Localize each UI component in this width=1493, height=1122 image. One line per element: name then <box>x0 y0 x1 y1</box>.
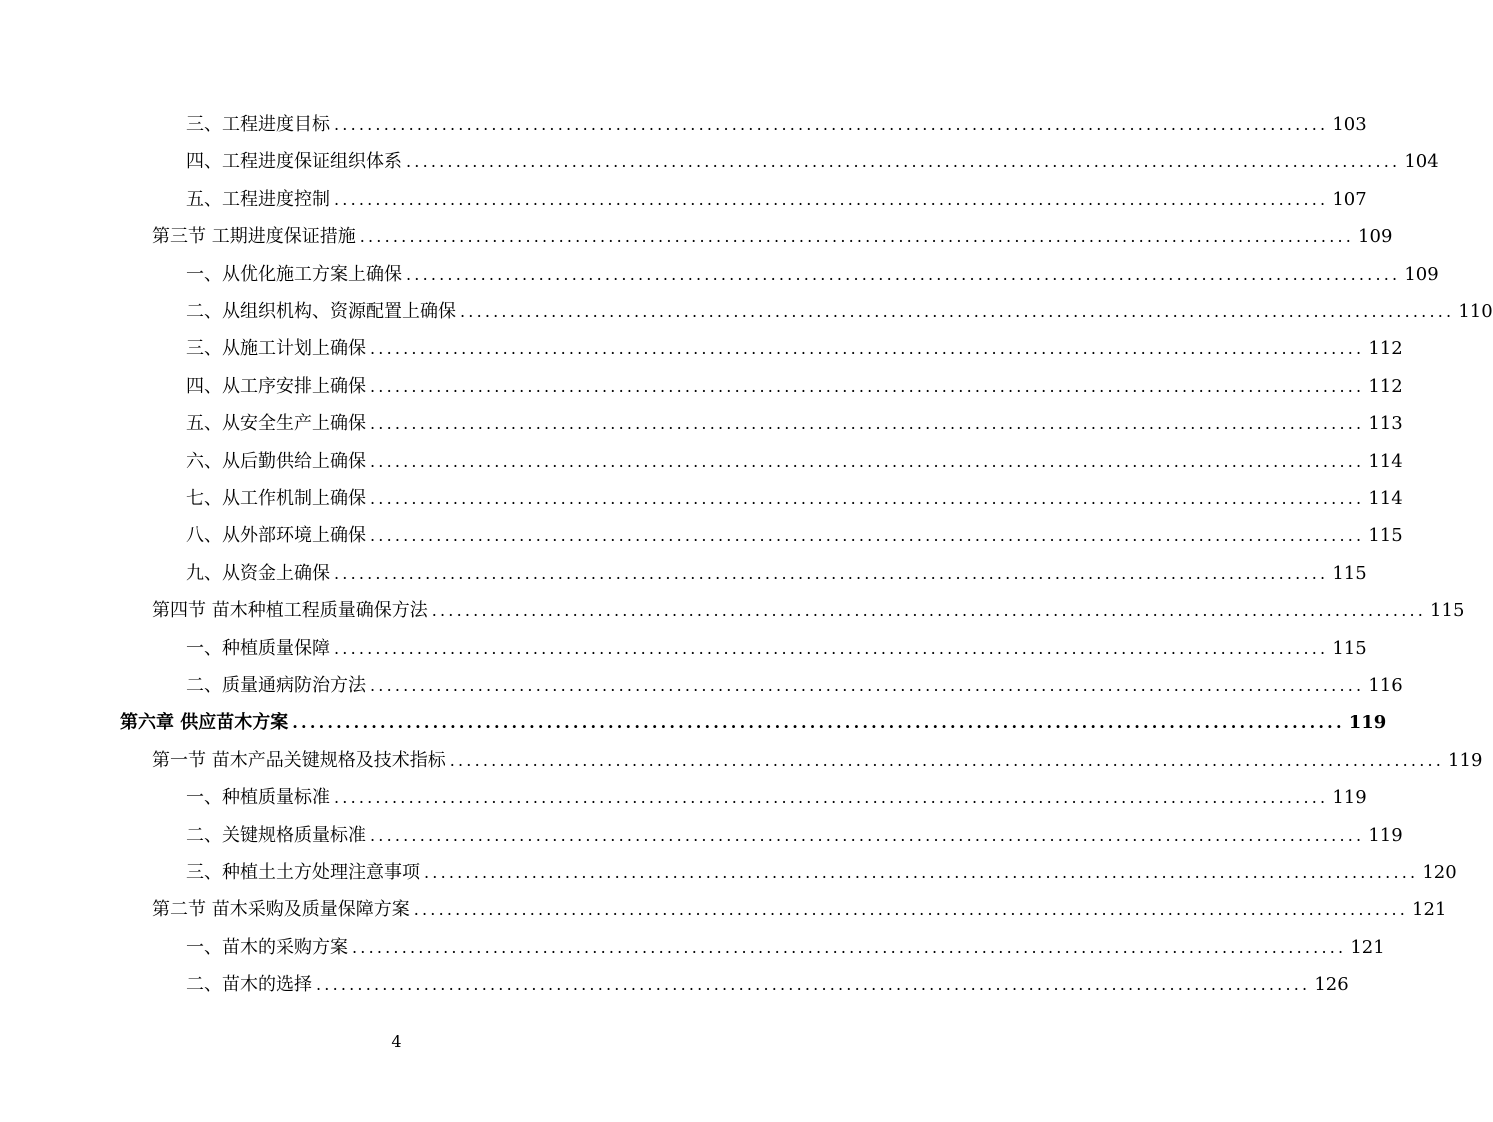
toc-leader-dots: ........................................................................................................................ <box>460 302 1455 321</box>
toc-entry-page: 119 <box>1448 749 1483 771</box>
toc-entry-title: 一、苗木的采购方案 <box>186 936 348 958</box>
toc-entry-page: 115 <box>1332 637 1367 659</box>
toc-entry-title: 三、工程进度目标 <box>186 114 330 135</box>
toc-entry-page: 121 <box>1350 936 1385 958</box>
toc-entry-item <box>186 324 1403 361</box>
toc-entry-item <box>186 549 1367 586</box>
toc-entry-title: 第二节 苗木采购及质量保障方案 <box>152 899 410 921</box>
toc-leader-dots: ........................................................................................................................ <box>449 750 1445 770</box>
toc-entry-page: 119 <box>1348 712 1387 734</box>
toc-entry-item <box>186 511 1403 548</box>
toc-leader-dots: ........................................................................................................................ <box>359 227 1355 247</box>
toc-entry-item <box>186 362 1403 399</box>
toc-entry-item <box>186 811 1403 848</box>
toc-entry-title: 四、工程进度保证组织体系 <box>186 151 402 173</box>
page-number: 4 <box>391 1032 402 1051</box>
toc-entry-item <box>186 287 1493 324</box>
toc-entry-section <box>152 736 1483 773</box>
toc-entry-page: 103 <box>1332 114 1367 135</box>
toc-entry-item <box>186 624 1367 661</box>
toc-entry-title: 第三节 工期进度保证措施 <box>152 226 356 248</box>
toc-entry-page: 115 <box>1332 562 1367 584</box>
toc-entry-title: 四、从工序安排上确保 <box>186 375 366 397</box>
toc-leader-dots: ........................................................................................................................ <box>316 975 1311 995</box>
toc-entry-title: 三、种植土土方处理注意事项 <box>186 862 420 883</box>
toc-entry-title: 八、从外部环境上确保 <box>186 525 366 547</box>
toc-entry-title: 三、从施工计划上确保 <box>186 338 366 360</box>
toc-leader-dots: ........................................................................................................................ <box>370 339 1365 359</box>
toc-entry-section <box>152 885 1447 922</box>
toc-leader-dots: ........................................................................................................................ <box>292 713 1345 733</box>
toc-entry-item <box>186 250 1439 287</box>
toc-entry-page: 104 <box>1404 151 1439 173</box>
toc-entry-title: 二、从组织机构、资源配置上确保 <box>186 301 456 322</box>
toc-leader-dots: ........................................................................................................................ <box>370 451 1365 471</box>
toc-entry-section <box>152 212 1393 249</box>
toc-entry-page: 112 <box>1368 338 1403 360</box>
toc-entry-item <box>186 137 1439 174</box>
toc-leader-dots: ........................................................................................................................ <box>370 414 1365 434</box>
toc-leader-dots: ........................................................................................................................ <box>334 788 1329 808</box>
toc-leader-dots: ........................................................................................................................ <box>431 601 1427 621</box>
toc-leader-dots: ........................................................................................................................ <box>352 937 1347 957</box>
toc-entry-page: 113 <box>1368 413 1403 435</box>
toc-entry-title: 第一节 苗木产品关键规格及技术指标 <box>152 749 446 771</box>
toc-entry-page: 112 <box>1368 375 1403 397</box>
toc-leader-dots: ........................................................................................................................ <box>334 189 1329 209</box>
toc-entry-item <box>186 960 1349 997</box>
toc-entry-chapter <box>120 698 1387 735</box>
toc-entry-page: 114 <box>1368 488 1403 509</box>
toc-leader-dots: ........................................................................................................................ <box>406 264 1401 284</box>
toc-leader-dots: ........................................................................................................................ <box>370 676 1365 695</box>
toc-leader-dots: ........................................................................................................................ <box>334 563 1329 583</box>
toc-entry-page: 119 <box>1368 824 1403 846</box>
toc-entry-page: 107 <box>1332 188 1367 210</box>
toc-entry-title: 二、苗木的选择 <box>186 974 312 996</box>
toc-entry-title: 二、关键规格质量标准 <box>186 824 366 846</box>
toc-entry-page: 109 <box>1404 263 1439 285</box>
toc-entry-page: 126 <box>1314 974 1349 996</box>
toc-entry-item <box>186 661 1403 698</box>
toc-entry-page: 116 <box>1368 675 1403 696</box>
toc-entry-title: 一、从优化施工方案上确保 <box>186 263 402 285</box>
toc-entry-title: 一、种植质量标准 <box>186 787 330 809</box>
toc-entry-page: 115 <box>1430 600 1465 622</box>
toc-leader-dots: ........................................................................................................................ <box>334 115 1329 134</box>
toc-entry-title: 九、从资金上确保 <box>186 562 330 584</box>
toc-entry-title: 第四节 苗木种植工程质量确保方法 <box>152 600 428 622</box>
toc-entry-item <box>186 100 1367 137</box>
toc-entry-page: 109 <box>1358 226 1393 248</box>
toc-entry-title: 六、从后勤供给上确保 <box>186 450 366 472</box>
toc-entry-item <box>186 437 1403 474</box>
toc-entry-page: 115 <box>1368 525 1403 547</box>
toc-entry-title: 第六章 供应苗木方案 <box>120 712 289 734</box>
toc-entry-section <box>152 586 1465 623</box>
toc-entry-title: 五、从安全生产上确保 <box>186 413 366 435</box>
toc-entry-item <box>186 175 1367 212</box>
toc-leader-dots: ........................................................................................................................ <box>370 526 1365 546</box>
toc-leader-dots: ........................................................................................................................ <box>413 900 1409 920</box>
toc-leader-dots: ........................................................................................................................ <box>424 863 1419 882</box>
toc-leader-dots: ........................................................................................................................ <box>334 638 1329 658</box>
toc-entry-title: 五、工程进度控制 <box>186 188 330 210</box>
toc-entry-page: 110 <box>1458 301 1493 322</box>
toc-entry-page: 119 <box>1332 787 1367 809</box>
toc-entry-item <box>186 848 1457 885</box>
toc-leader-dots: ........................................................................................................................ <box>406 152 1401 172</box>
toc-entry-item <box>186 923 1385 960</box>
toc-entry-page: 120 <box>1422 862 1457 883</box>
toc-leader-dots: ........................................................................................................................ <box>370 376 1365 396</box>
toc-leader-dots: ........................................................................................................................ <box>370 489 1365 508</box>
toc-entry-item <box>186 474 1403 511</box>
toc-entry-title: 一、种植质量保障 <box>186 637 330 659</box>
toc-entry-title: 二、质量通病防治方法 <box>186 675 366 696</box>
toc-entry-page: 114 <box>1368 450 1403 472</box>
toc-entry-title: 七、从工作机制上确保 <box>186 488 366 509</box>
toc-entry-page: 121 <box>1412 899 1447 921</box>
toc-entry-item <box>186 399 1403 436</box>
toc-entry-item <box>186 773 1367 810</box>
toc-leader-dots: ........................................................................................................................ <box>370 825 1365 845</box>
